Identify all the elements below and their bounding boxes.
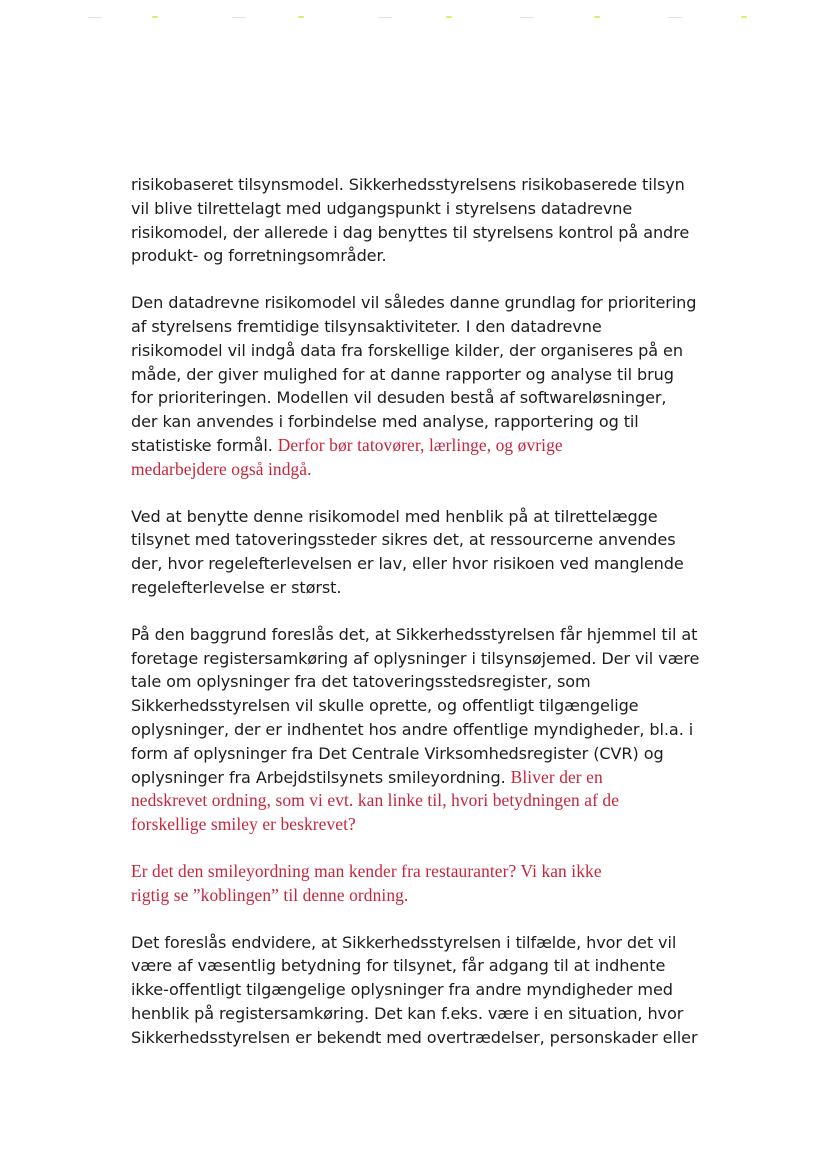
document-body (131, 173, 700, 1073)
paragraph (131, 291, 696, 481)
scan-mark (446, 16, 452, 18)
body-text-segment: tale om oplysninger fra det tatoveringsstedsregister, som (131, 672, 591, 692)
scan-artifacts (0, 10, 828, 40)
text-line (131, 173, 696, 197)
body-text-segment: statistiske formål. (131, 435, 278, 455)
text-line (131, 339, 696, 363)
text-line (131, 766, 696, 790)
body-text-segment: vil blive tilrettelagt med udgangspunkt i styrelsens datadrevne (131, 198, 633, 218)
body-text-segment: der, hvor regelefterlevelsen er lav, eller hvor risikoen ved manglende (131, 554, 684, 574)
body-text-segment: form af oplysninger fra Det Centrale Virksomhedsregister (CVR) og (131, 743, 664, 763)
text-line (131, 884, 696, 908)
text-line (131, 647, 700, 671)
body-text-segment: tilsynet med tatoveringssteder sikres det, at ressourcerne anvendes (131, 530, 676, 550)
text-line (131, 931, 696, 955)
scan-mark (298, 16, 304, 18)
body-text-segment: Sikkerhedsstyrelsen vil skulle oprette, og offentligt tilgængelige (131, 696, 639, 716)
body-text-segment: risikobaseret tilsynsmodel. Sikkerhedsstyrelsens risikobaserede tilsyn (131, 175, 685, 194)
review-comment: medarbejdere også indgå. (131, 458, 312, 479)
scan-mark (152, 16, 158, 18)
text-line (131, 813, 696, 837)
body-text-segment: produkt- og forretningsområder. (131, 246, 387, 266)
scan-mark (594, 16, 600, 18)
body-text-segment: foretage registersamkøring af oplysninger i tilsynsøjemed. Der vil være (131, 648, 700, 668)
text-line (131, 363, 696, 387)
body-text-segment: regelefterlevelse er størst. (131, 577, 342, 597)
paragraph (131, 505, 696, 600)
body-text-segment: På den baggrund foreslås det, at Sikkerhedsstyrelsen får hjemmel til at (131, 624, 698, 644)
paragraph (131, 623, 700, 837)
text-line (131, 789, 696, 813)
body-text-segment: være af væsentlig betydning for tilsynet, får adgang til at indhente (131, 956, 666, 976)
text-line (131, 197, 696, 221)
scan-mark (232, 17, 246, 18)
text-line (131, 315, 696, 339)
body-text-segment: risikomodel vil indgå data fra forskellige kilder, der organiseres på en (131, 340, 683, 360)
text-line (131, 860, 696, 884)
body-text-segment: for prioriteringen. Modellen vil desuden bestå af softwareløsninger, (131, 388, 667, 408)
scan-mark (668, 17, 682, 18)
review-comment: Derfor bør tatovører, lærlinge, og øvrige (277, 434, 563, 455)
text-line (131, 1026, 696, 1050)
text-line (131, 528, 696, 552)
body-text-segment: oplysninger, der er indhentet hos andre offentlige myndigheder, bl.a. i (131, 719, 694, 739)
text-line (131, 434, 696, 458)
text-line (131, 742, 696, 766)
body-text-segment: oplysninger fra Arbejdstilsynets smileyordning. (131, 767, 511, 787)
text-line (131, 458, 696, 482)
review-comment: Er det den smileyordning man kender fra restauranter? Vi kan ikke (131, 860, 602, 881)
body-text-segment: Det foreslås endvidere, at Sikkerhedsstyrelsen i tilfælde, hvor det vil (131, 932, 677, 952)
body-text-segment: risikomodel, der allerede i dag benyttes til styrelsens kontrol på andre (131, 222, 690, 242)
text-line (131, 978, 696, 1002)
text-line (131, 386, 696, 410)
text-line (131, 410, 696, 434)
body-text-segment: Sikkerhedsstyrelsen er bekendt med overtrædelser, personskader eller (131, 1027, 698, 1047)
review-comment: Bliver der en (510, 766, 603, 787)
scan-mark (378, 17, 392, 18)
scan-mark (520, 17, 534, 18)
text-line (131, 623, 696, 647)
text-line (131, 244, 696, 268)
text-line (131, 505, 696, 529)
text-line (131, 718, 696, 742)
review-comment: rigtig se ”koblingen” til denne ordning. (131, 884, 409, 905)
paragraph (131, 173, 696, 268)
review-comment: forskellige smiley er beskrevet? (131, 814, 356, 835)
paragraph (131, 931, 696, 1050)
text-line (131, 576, 696, 600)
paragraph (131, 860, 696, 908)
text-line (131, 954, 696, 978)
body-text-segment: ikke-offentligt tilgængelige oplysninger fra andre myndigheder med (131, 980, 673, 1000)
body-text-segment: der kan anvendes i forbindelse med analyse, rapportering og til (131, 412, 639, 432)
body-text-segment: henblik på registersamkøring. Det kan f.eks. være i en situation, hvor (131, 1003, 684, 1023)
text-line (131, 552, 696, 576)
scan-mark (741, 16, 747, 18)
text-line (131, 670, 696, 694)
text-line (131, 1002, 696, 1026)
body-text-segment: Den datadrevne risikomodel vil således danne grundlag for prioritering (131, 293, 697, 313)
scan-mark (88, 17, 102, 18)
text-line (131, 291, 696, 315)
body-text-segment: måde, der giver mulighed for at danne rapporter og analyse til brug (131, 364, 674, 384)
body-text-segment: af styrelsens fremtidige tilsynsaktiviteter. I den datadrevne (131, 316, 602, 336)
review-comment: nedskrevet ordning, som vi evt. kan linke til, hvori betydningen af de (131, 790, 620, 811)
body-text-segment: Ved at benytte denne risikomodel med henblik på at tilrettelægge (131, 506, 658, 526)
text-line (131, 221, 696, 245)
text-line (131, 694, 696, 718)
